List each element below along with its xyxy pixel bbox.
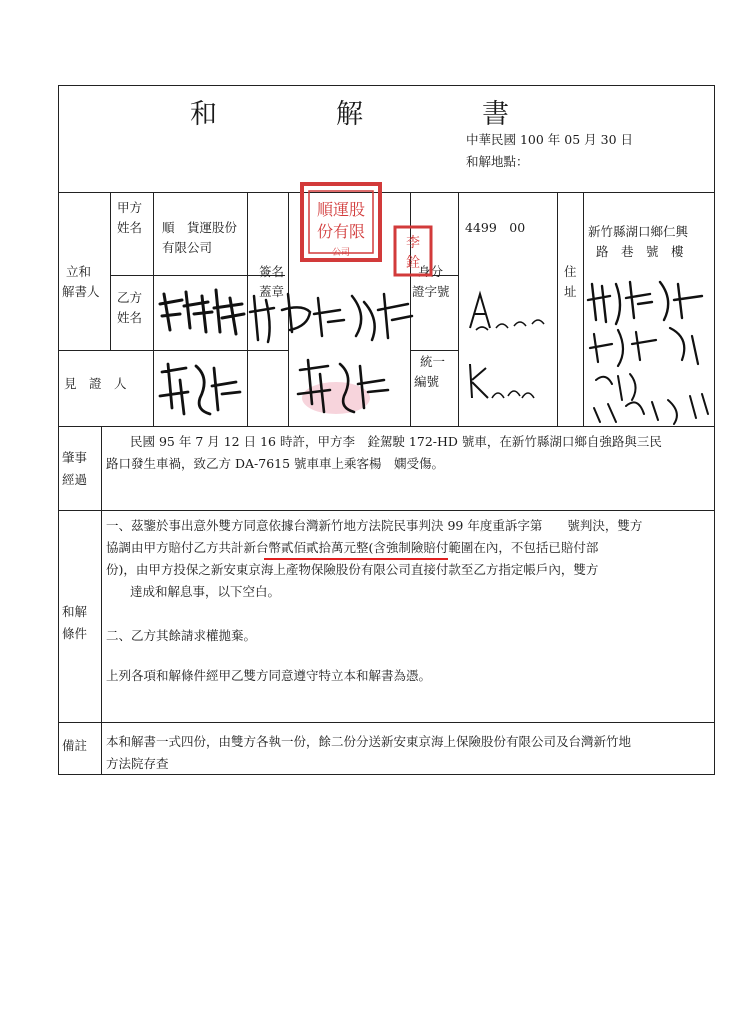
rule-witness xyxy=(58,426,715,427)
unified-label-1: 統一 xyxy=(420,354,446,369)
party-b-id-handwritten xyxy=(462,288,552,336)
witness-signature xyxy=(292,354,402,420)
company-seal-text-1: 順運股 xyxy=(316,200,366,219)
sign-label-1: 簽名 xyxy=(259,264,285,279)
address-a-2: 路 巷 號 樓 xyxy=(596,244,684,259)
witness-label: 見 證 人 xyxy=(64,376,127,391)
frame-bottom xyxy=(58,774,715,775)
rule-terms xyxy=(58,722,715,723)
notes-line-2: 方法院存查 xyxy=(106,756,169,771)
col-id-end xyxy=(557,192,558,426)
notes-line-1: 本和解書一式四份，由雙方各執一份，餘二份分送新安東京海上保險股份有限公司及台灣新竹地 xyxy=(106,734,632,749)
incident-label-1: 肇事 xyxy=(62,450,88,465)
party-b-unified-handwritten xyxy=(462,358,542,408)
party-a-label-2: 姓名 xyxy=(117,220,143,235)
terms-label-1: 和解 xyxy=(62,604,88,619)
place-label: 和解地點： xyxy=(466,154,529,169)
incident-line-1: 民國 95 年 7 月 12 日 16 時許，甲方李 銓駕駛 172-HD 號車，在新竹縣湖口鄉自強路與三民 xyxy=(130,434,662,449)
rule-party-b-2 xyxy=(410,350,458,351)
frame-top xyxy=(58,85,715,86)
address-label-2: 址 xyxy=(564,284,577,299)
terms-closing: 上列各項和解條件經甲乙雙方同意遵守特立本和解書為憑。 xyxy=(106,668,432,683)
party-a-name-1: 順 貨運股份 xyxy=(162,220,238,235)
id-label-2: 證字號 xyxy=(412,284,450,299)
rule-header xyxy=(58,192,715,193)
document-title: 和 解 書 xyxy=(190,99,555,130)
terms-item1-line3: 份)，由甲方投保之新安東京海上產物保險股份有限公司直接付款至乙方指定帳戶內，雙方 xyxy=(106,562,599,577)
col-party-sublabel xyxy=(153,192,154,426)
company-seal xyxy=(299,181,383,263)
company-seal-text-2: 份有限 xyxy=(316,222,366,241)
col-id-label xyxy=(458,192,459,426)
frame-right xyxy=(714,85,715,775)
party-b-label-1: 乙方 xyxy=(117,290,143,305)
frame-left xyxy=(58,85,59,775)
incident-label-2: 經過 xyxy=(62,472,88,487)
witness-handwritten-name xyxy=(156,358,244,420)
party-b-handwritten-name xyxy=(156,284,248,340)
section-label-parties-1: 立和 xyxy=(66,264,92,279)
party-b-label-2: 姓名 xyxy=(117,310,143,325)
col-label xyxy=(101,426,102,774)
personal-seal xyxy=(393,225,433,277)
notes-label: 備註 xyxy=(62,738,88,753)
company-seal-text-3: 公司 xyxy=(331,248,351,258)
date-line: 中華民國 100 年 05 月 30 日 xyxy=(466,132,634,147)
party-a-name-2: 有限公司 xyxy=(162,240,213,255)
party-a-label-1: 甲方 xyxy=(117,200,143,215)
address-label-1: 住 xyxy=(564,264,577,279)
section-label-parties-2: 解書人 xyxy=(62,284,100,299)
unified-label-2: 編號 xyxy=(414,374,440,389)
address-a-1: 新竹縣湖口鄉仁興 xyxy=(588,224,689,239)
party-b-address-handwritten xyxy=(586,276,714,426)
col-addr-label xyxy=(583,192,584,426)
id-label-1: 身分 xyxy=(418,264,444,279)
terms-label-2: 條件 xyxy=(62,626,88,641)
terms-item1-line2: 協調由甲方賠付乙方共計新台幣貳佰貳拾萬元整(含強制險賠付範圍在內，不包括已賠付部 xyxy=(106,540,599,555)
rule-incident xyxy=(58,510,715,511)
personal-seal-text-1: 李 xyxy=(406,235,420,251)
terms-item1-line1: 一、茲鑒於事出意外雙方同意依據台灣新竹地方法院民事判決 99 年度重訴字第 號判決，雙方 xyxy=(106,518,643,533)
col-party-sub xyxy=(110,192,111,350)
personal-seal-text-2: 銓 xyxy=(406,255,420,271)
terms-item2: 二、乙方其餘請求權拋棄。 xyxy=(106,628,257,643)
rule-parties xyxy=(58,350,288,351)
terms-item1-line4: 達成和解息事，以下空白。 xyxy=(130,584,281,599)
party-b-signature xyxy=(248,286,418,348)
incident-line-2: 路口發生車禍，致乙方 DA-7615 號車車上乘客楊 嫻受傷。 xyxy=(106,456,445,471)
sign-label-2: 蓋章 xyxy=(259,284,285,299)
id-value-a: 4499 00 xyxy=(465,220,526,235)
